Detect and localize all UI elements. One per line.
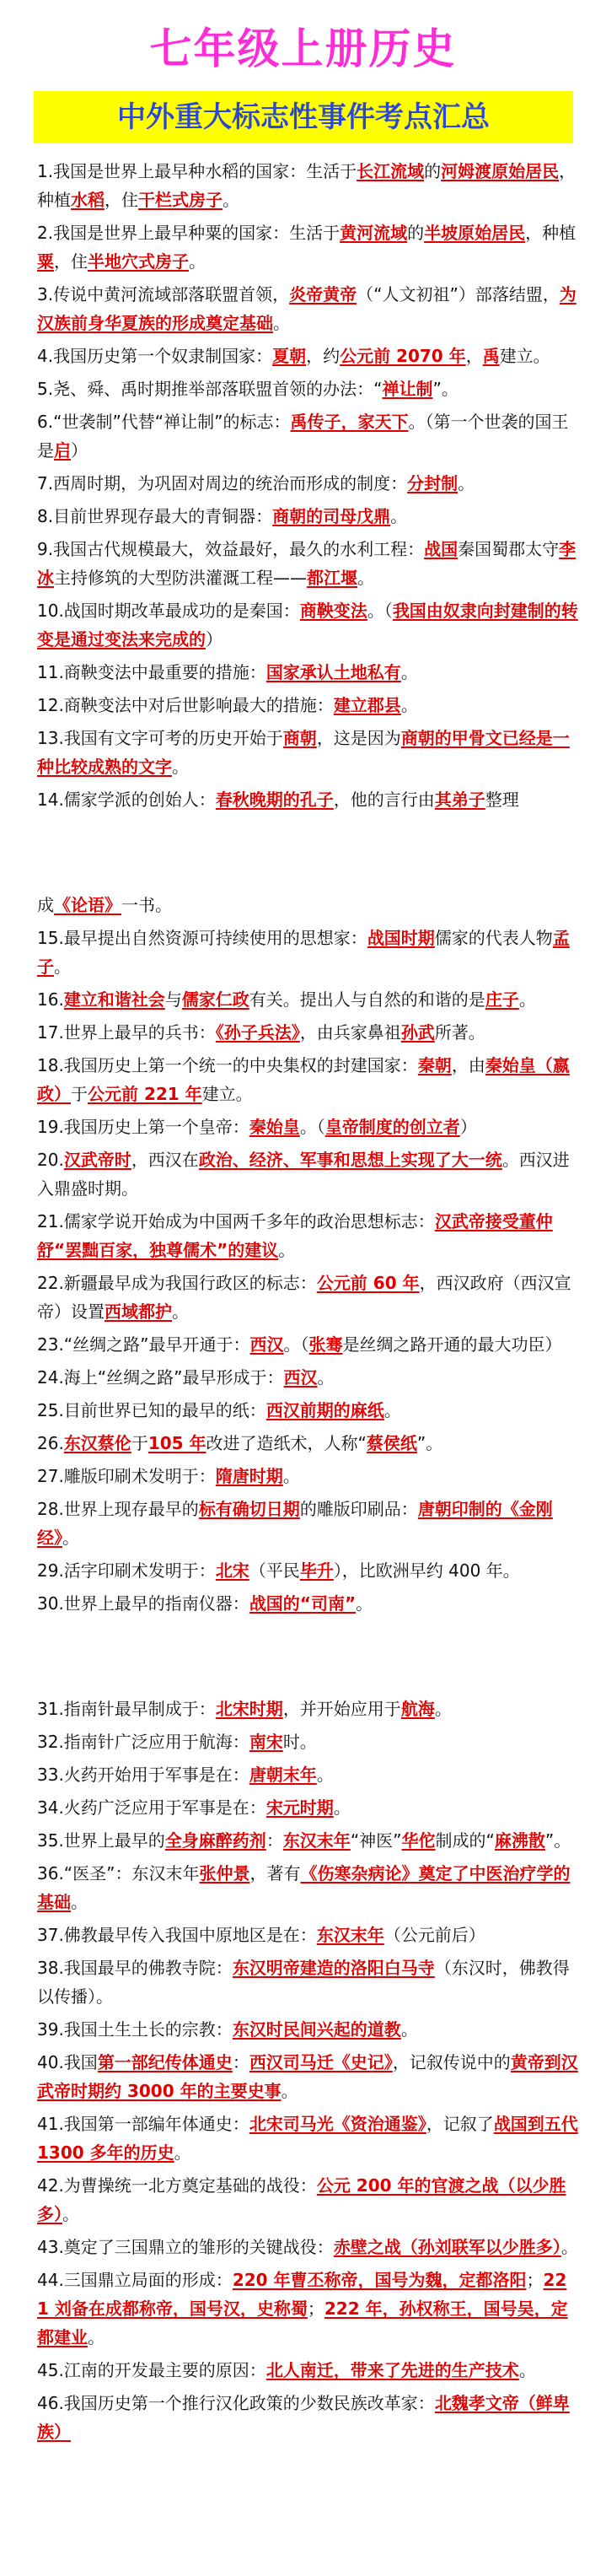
highlighted-answer: 半坡原始居民: [424, 223, 526, 243]
item-text: ）: [459, 1117, 477, 1137]
item-text: 26.: [37, 1433, 64, 1453]
item-text: ，记叙传说中的: [392, 2052, 511, 2072]
item-text: 29.活字印刷术发明于：: [37, 1560, 216, 1581]
item-text: 30.世界上最早的指南仪器：: [37, 1593, 249, 1614]
highlighted-answer: 《论语》: [54, 895, 121, 915]
highlighted-answer: 夏朝: [272, 346, 307, 366]
item-text: 46.我国历史第一个推行汉化政策的少数民族改革家：: [37, 2393, 435, 2413]
item-text: 改进了造纸术，人称“: [206, 1433, 367, 1453]
item-text: 。: [434, 1699, 452, 1719]
page-gap: [37, 818, 578, 891]
highlighted-answer: 孙武: [400, 1022, 435, 1043]
highlighted-answer: 毕升: [299, 1560, 334, 1581]
highlighted-answer: 西汉前期的麻纸: [265, 1400, 384, 1420]
highlighted-answer: 建立和谐社会: [63, 989, 165, 1010]
list-item: [37, 1556, 578, 1585]
item-text: 是丝绸之路开通的最大功臣）: [342, 1334, 562, 1355]
highlighted-answer: 禹传子，家天下: [290, 412, 409, 432]
highlighted-answer: 战国: [424, 539, 459, 559]
item-text: 20.: [37, 1150, 64, 1170]
list-item: [37, 2389, 578, 2446]
list-item: [37, 469, 578, 498]
question-list: [37, 157, 578, 2450]
item-text: 。: [278, 1240, 296, 1260]
item-text: 17.世界上最早的兵书：: [37, 1022, 216, 1043]
highlighted-answer: 麻沸散: [494, 1830, 545, 1851]
item-text: 36.“医圣”：东汉末年: [37, 1863, 200, 1883]
item-text: （东汉时，佛教得以传播）。: [37, 1958, 570, 2007]
highlighted-answer: 汉武帝时: [63, 1150, 131, 1170]
list-item: [37, 280, 578, 337]
highlighted-answer: 战国到五代 1300 多年的历史: [37, 2114, 578, 2163]
item-text: （“人文初祖”）部落结盟，: [357, 284, 560, 304]
item-text: ，住: [54, 251, 88, 272]
item-text: 19.我国历史上第一个皇帝：: [37, 1117, 249, 1137]
item-text: 。: [62, 2204, 79, 2224]
highlighted-answer: 标有确切日期: [198, 1499, 300, 1519]
highlighted-answer: 西汉: [249, 1334, 284, 1355]
item-text: 24.海上“丝绸之路”最早形成于：: [37, 1367, 284, 1388]
item-text: 15.最早提出自然资源可持续使用的思想家：: [37, 928, 367, 948]
highlighted-answer: 干栏式房子: [138, 190, 223, 210]
list-item: [37, 502, 578, 531]
list-item: [37, 1269, 578, 1326]
item-text: 45.江南的开发最主要的原因：: [37, 2360, 266, 2380]
item-text: 25.目前世界已知的最早的纸：: [37, 1400, 266, 1420]
item-text: 。: [383, 1400, 401, 1420]
list-item: [37, 2266, 578, 2352]
highlighted-answer: 战国时期: [367, 928, 435, 948]
highlighted-answer: 唐朝末年: [249, 1765, 317, 1785]
highlighted-answer: 商朝的甲骨文已经是一种比较成熟的文字: [37, 728, 570, 777]
highlighted-answer: 长江流域: [357, 161, 425, 181]
highlighted-answer: 汉武帝接受董仲舒“罢黜百家，独尊儒术”的建议: [37, 1211, 553, 1260]
page-title: 七年级上册历史: [149, 24, 457, 73]
highlighted-answer: 禅让制: [382, 379, 433, 399]
item-text: 12.商鞅变法中对后世影响最大的措施：: [37, 695, 334, 715]
list-item: [37, 1145, 578, 1203]
list-item: [37, 1429, 578, 1458]
highlighted-answer: 政治、经济、军事和思想上实现了大一统: [198, 1150, 502, 1170]
item-text: 。（第一个世袭的国王是: [37, 412, 569, 461]
list-item: [37, 407, 578, 465]
highlighted-answer: 商朝: [282, 728, 317, 748]
item-text: 43.奠定了三国鼎立的雏形的关键战役：: [37, 2237, 334, 2257]
item-text: 31.指南针最早制成于：: [37, 1699, 216, 1719]
item-text: 28.世界上现存最早的: [37, 1499, 199, 1519]
list-item: [37, 1462, 578, 1490]
list-item: [37, 891, 578, 919]
item-text: ，这是因为: [316, 728, 401, 748]
highlighted-answer: 北人南迁，带来了先进的生产技术: [265, 2360, 519, 2380]
list-item: [37, 2233, 578, 2261]
highlighted-answer: 我国由奴隶向封建制的转变是通过变法来完成的: [37, 601, 578, 649]
item-text: ”。: [416, 1433, 443, 1453]
highlighted-answer: 为汉族前身华夏族的形成奠定基础: [37, 284, 577, 333]
item-text: 。（: [367, 601, 393, 621]
highlighted-answer: 分封制: [407, 473, 459, 493]
item-text: 。: [400, 2019, 418, 2040]
list-item: [37, 1921, 578, 1949]
item-text: 38.我国最早的佛教寺院：: [37, 1958, 233, 1978]
item-text: 。: [518, 2360, 536, 2380]
item-text: 。西汉进入鼎盛时期。: [37, 1150, 570, 1199]
list-item: [37, 596, 578, 654]
item-text: 。: [172, 757, 189, 777]
page-gap: [37, 1622, 578, 1695]
item-text: 。: [316, 1765, 334, 1785]
item-text: 。: [71, 1892, 88, 1912]
highlighted-answer: 建立郡县: [333, 695, 401, 715]
item-text: 主持修筑的大型防洪灌溉工程——: [54, 568, 307, 588]
item-text: ，由兵家鼻祖: [299, 1022, 401, 1043]
item-text: 27.雕版印刷术发明于：: [37, 1466, 216, 1486]
highlighted-answer: 黄帝到汉武帝时期约 3000 年的主要史事: [37, 2052, 578, 2101]
highlighted-answer: 第一部纪传体通史: [97, 2052, 233, 2072]
highlighted-answer: 张仲景: [199, 1863, 250, 1883]
list-item: [37, 1363, 578, 1392]
item-text: 22.新疆最早成为我国行政区的标志：: [37, 1273, 317, 1293]
highlighted-answer: 南宋: [249, 1732, 283, 1752]
item-text: ，他的言行由: [333, 790, 435, 810]
item-text: 建立。: [499, 346, 550, 366]
list-item: [37, 375, 578, 403]
highlighted-answer: 东汉明帝建造的洛阳白马寺: [232, 1958, 435, 1978]
highlighted-answer: 黄河流域: [340, 223, 408, 243]
item-text: 的: [407, 223, 425, 243]
highlighted-answer: 河姆渡原始居民: [441, 161, 560, 181]
item-text: 。: [62, 1528, 79, 1548]
item-text: （公元前后）: [383, 1925, 485, 1945]
list-item: [37, 724, 578, 781]
item-text: 1.我国是世界上最早种水稻的国家：生活于: [37, 161, 357, 181]
list-item: [37, 2015, 578, 2044]
item-text: ；: [307, 2298, 324, 2319]
list-item: [37, 1495, 578, 1552]
list-item: [37, 658, 578, 687]
item-text: 。（: [283, 1334, 309, 1355]
list-item: [37, 1954, 578, 2011]
item-text: 10.战国时期改革最成功的是秦国：: [37, 601, 300, 621]
highlighted-answer: 李冰: [37, 539, 577, 588]
highlighted-answer: 东汉蔡伦: [63, 1433, 131, 1453]
item-text: 9.我国古代规模最大，效益最好，最久的水利工程：: [37, 539, 425, 559]
item-text: 。: [273, 313, 290, 333]
highlighted-answer: 庄子: [485, 989, 519, 1010]
list-item: [37, 218, 578, 276]
item-text: 42.为曹操统一北方奠定基础的战役：: [37, 2175, 317, 2196]
list-item: [37, 1051, 578, 1108]
item-text: 。: [174, 2142, 191, 2163]
highlighted-answer: 《伤寒杂病论》奠定了中医治疗学的基础: [37, 1863, 571, 1912]
item-text: 。: [223, 190, 239, 210]
item-text: ，住: [105, 190, 138, 210]
highlighted-answer: 春秋晚期的孔子: [215, 790, 334, 810]
item-text: ：: [232, 2052, 249, 2072]
item-text: 的: [424, 161, 442, 181]
item-text: 有关。提出人与自然的和谐的是: [249, 989, 485, 1010]
highlighted-answer: 220 年曹丕称帝，国号为魏，定都洛阳: [232, 2270, 527, 2290]
highlighted-answer: 秦始皇（嬴政）: [37, 1055, 570, 1104]
list-item: [37, 1727, 578, 1756]
item-text: 35.世界上最早的: [37, 1830, 165, 1851]
item-text: 34.火药广泛应用于军事是在：: [37, 1797, 266, 1818]
list-item: [37, 1589, 578, 1618]
subtitle-banner: 中外重大标志性事件考点汇总: [34, 91, 573, 143]
highlighted-answer: 儒家仁政: [181, 989, 249, 1010]
item-text: 。: [88, 2327, 105, 2347]
item-text: 23.“丝绸之路”最早开通于：: [37, 1334, 250, 1355]
highlighted-answer: 华佗: [401, 1830, 436, 1851]
highlighted-answer: 北宋时期: [215, 1699, 283, 1719]
highlighted-answer: 半地穴式房子: [88, 251, 189, 272]
item-text: 。: [560, 2237, 578, 2257]
list-item: [37, 1826, 578, 1855]
list-item: [37, 2110, 578, 2167]
item-text: 33.火药开始用于军事是在：: [37, 1765, 249, 1785]
item-text: 13.我国有文字可考的历史开始于: [37, 728, 283, 748]
highlighted-answer: 隋唐时期: [215, 1466, 283, 1486]
highlighted-answer: 北宋司马光《资治通鉴》: [249, 2114, 426, 2134]
item-text: ”。: [544, 1830, 571, 1851]
highlighted-answer: 秦朝: [417, 1055, 452, 1075]
list-item: [37, 342, 578, 370]
highlighted-answer: 105 年: [147, 1433, 206, 1453]
item-text: 39.我国土生土长的宗教：: [37, 2019, 233, 2040]
highlighted-answer: 蔡侯纸: [366, 1433, 417, 1453]
item-text: ，约: [306, 346, 341, 366]
item-text: ：: [265, 1830, 283, 1851]
item-text: 建立。: [201, 1084, 253, 1104]
item-text: 6.“世袭制”代替“禅让制”的标志：: [37, 412, 291, 432]
item-text: ，: [465, 346, 483, 366]
item-text: 7.西周时期，为巩固对周边的统治而形成的制度：: [37, 473, 408, 493]
highlighted-answer: 商鞅变法: [299, 601, 367, 621]
item-text: 5.尧、舜、禹时期推举部落联盟首领的办法：“: [37, 379, 383, 399]
highlighted-answer: 禹: [482, 346, 500, 366]
highlighted-answer: 启: [54, 440, 71, 461]
item-text: ）: [206, 629, 223, 649]
item-text: ；: [526, 2270, 544, 2290]
list-item: [37, 1207, 578, 1264]
item-text: ，种植: [525, 223, 577, 243]
list-item: [37, 1396, 578, 1425]
item-text: 与: [164, 989, 182, 1010]
highlighted-answer: 北魏孝文帝（鲜卑族）: [37, 2393, 570, 2442]
item-text: 4.我国历史第一个奴隶制国家：: [37, 346, 273, 366]
item-text: ，西汉政府（西汉宣帝）设置: [37, 1273, 571, 1322]
item-text: 。: [357, 568, 374, 588]
highlighted-answer: 西汉司马迁《史记》: [249, 2052, 393, 2072]
highlighted-answer: 东汉末年: [316, 1925, 384, 1945]
list-item: [37, 1330, 578, 1359]
item-text: 。: [281, 2081, 298, 2101]
list-item: [37, 691, 578, 719]
item-text: 40.我国: [37, 2052, 98, 2072]
highlighted-answer: 粟: [37, 251, 54, 272]
item-text: 3.传说中黄河流域部落联盟首领，: [37, 284, 290, 304]
item-text: ，种植: [37, 161, 577, 210]
highlighted-answer: 赤壁之战（孙刘联军以少胜多）: [333, 2237, 561, 2257]
item-text: ，由: [451, 1055, 485, 1075]
item-text: 。: [172, 1301, 189, 1322]
list-item: [37, 2171, 578, 2228]
list-item: [37, 985, 578, 1014]
list-item: [37, 535, 578, 592]
highlighted-answer: 东汉末年: [282, 1830, 351, 1851]
item-text: 。: [333, 1797, 351, 1818]
item-text: 。: [458, 473, 475, 493]
item-text: 16.: [37, 989, 64, 1010]
item-text: ，记叙了: [426, 2114, 494, 2134]
list-item: [37, 1018, 578, 1047]
highlighted-answer: 公元前 2070 年: [340, 346, 466, 366]
item-text: 于: [71, 1084, 88, 1104]
highlighted-answer: 宋元时期: [265, 1797, 334, 1818]
item-text: 14.儒家学派的创始人：: [37, 790, 216, 810]
highlighted-answer: 战国的“司南”: [249, 1593, 357, 1614]
highlighted-answer: 国家承认土地私有: [265, 662, 401, 682]
item-text: （平民: [249, 1560, 300, 1581]
highlighted-answer: 公元 200 年的官渡之战（以少胜多）: [37, 2175, 566, 2224]
highlighted-answer: 全身麻醉药剂: [164, 1830, 266, 1851]
item-text: 37.佛教最早传入我国中原地区是在：: [37, 1925, 317, 1945]
item-text: ）: [71, 440, 88, 461]
item-text: 。: [317, 1367, 335, 1388]
list-item: [37, 1760, 578, 1789]
item-text: 。: [400, 695, 418, 715]
item-text: 整理: [485, 790, 519, 810]
highlighted-answer: 孟子: [37, 928, 570, 977]
highlighted-answer: 航海: [400, 1699, 435, 1719]
item-text: ，并开始应用于: [282, 1699, 401, 1719]
item-text: 所著。: [434, 1022, 485, 1043]
item-text: 。: [518, 989, 536, 1010]
highlighted-answer: 北宋: [215, 1560, 249, 1581]
highlighted-answer: 都江堰: [307, 568, 357, 588]
highlighted-answer: 水稻: [71, 190, 105, 210]
highlighted-answer: 西域都护: [105, 1301, 172, 1322]
item-text: 儒家的代表人物: [434, 928, 553, 948]
item-text: 成: [37, 895, 54, 915]
item-text: 一书。: [121, 895, 172, 915]
item-text: 的雕版印刷品：: [299, 1499, 418, 1519]
list-item: [37, 1113, 578, 1141]
item-text: 时。: [282, 1732, 317, 1752]
highlighted-answer: 秦始皇: [249, 1117, 300, 1137]
item-text: 8.目前世界现存最大的青铜器：: [37, 506, 273, 526]
list-item: [37, 924, 578, 981]
item-text: 18.我国历史上第一个统一的中央集权的封建国家：: [37, 1055, 418, 1075]
item-text: 。: [390, 506, 408, 526]
item-text: 41.我国第一部编年体通史：: [37, 2114, 249, 2134]
item-text: 。: [400, 662, 418, 682]
item-text: 。: [54, 957, 71, 977]
highlighted-answer: 公元前 60 年: [316, 1273, 420, 1293]
item-text: ，著有: [249, 1863, 301, 1883]
item-text: 。: [282, 1466, 300, 1486]
highlighted-answer: 221 刘备在成都称帝，国号汉，史称蜀: [37, 2270, 567, 2319]
item-text: 21.儒家学说开始成为中国两千多年的政治思想标志：: [37, 1211, 435, 1231]
highlighted-answer: 张骞: [308, 1334, 343, 1355]
highlighted-answer: 皇帝制度的创立者: [324, 1117, 460, 1137]
list-item: [37, 785, 578, 814]
item-text: ），比欧洲早约 400 年。: [333, 1560, 520, 1581]
highlighted-answer: 炎帝黄帝: [289, 284, 357, 304]
list-item: [37, 2356, 578, 2385]
list-item: [37, 2048, 578, 2105]
highlighted-answer: 公元前 221 年: [88, 1084, 202, 1104]
highlighted-answer: 西汉: [283, 1367, 318, 1388]
highlighted-answer: 东汉时民间兴起的道教: [232, 2019, 401, 2040]
item-text: 。（: [299, 1117, 325, 1137]
highlighted-answer: 《孙子兵法》: [215, 1022, 300, 1043]
item-text: 秦国蜀郡太守: [458, 539, 560, 559]
item-text: 32.指南针广泛应用于航海：: [37, 1732, 249, 1752]
highlighted-answer: 商朝的司母戊鼎: [272, 506, 391, 526]
item-text: ”。: [432, 379, 459, 399]
item-text: 2.我国是世界上最早种粟的国家：生活于: [37, 223, 341, 243]
list-item: [37, 1695, 578, 1723]
item-text: 44.三国鼎立局面的形成：: [37, 2270, 233, 2290]
list-item: [37, 1793, 578, 1822]
item-text: 11.商鞅变法中最重要的措施：: [37, 662, 266, 682]
item-text: 制成的“: [435, 1830, 495, 1851]
item-text: 。: [356, 1593, 373, 1614]
item-text: ，西汉在: [131, 1150, 199, 1170]
highlighted-answer: 222 年，孙权称王，国号吴，定都建业: [37, 2298, 568, 2347]
item-text: “神医”: [350, 1830, 402, 1851]
list-item: [37, 157, 578, 214]
highlighted-answer: 其弟子: [434, 790, 485, 810]
list-item: [37, 1859, 578, 1916]
item-text: 于: [131, 1433, 148, 1453]
highlighted-answer: 唐朝印制的《金刚经》: [37, 1499, 553, 1548]
item-text: 。: [189, 251, 206, 272]
